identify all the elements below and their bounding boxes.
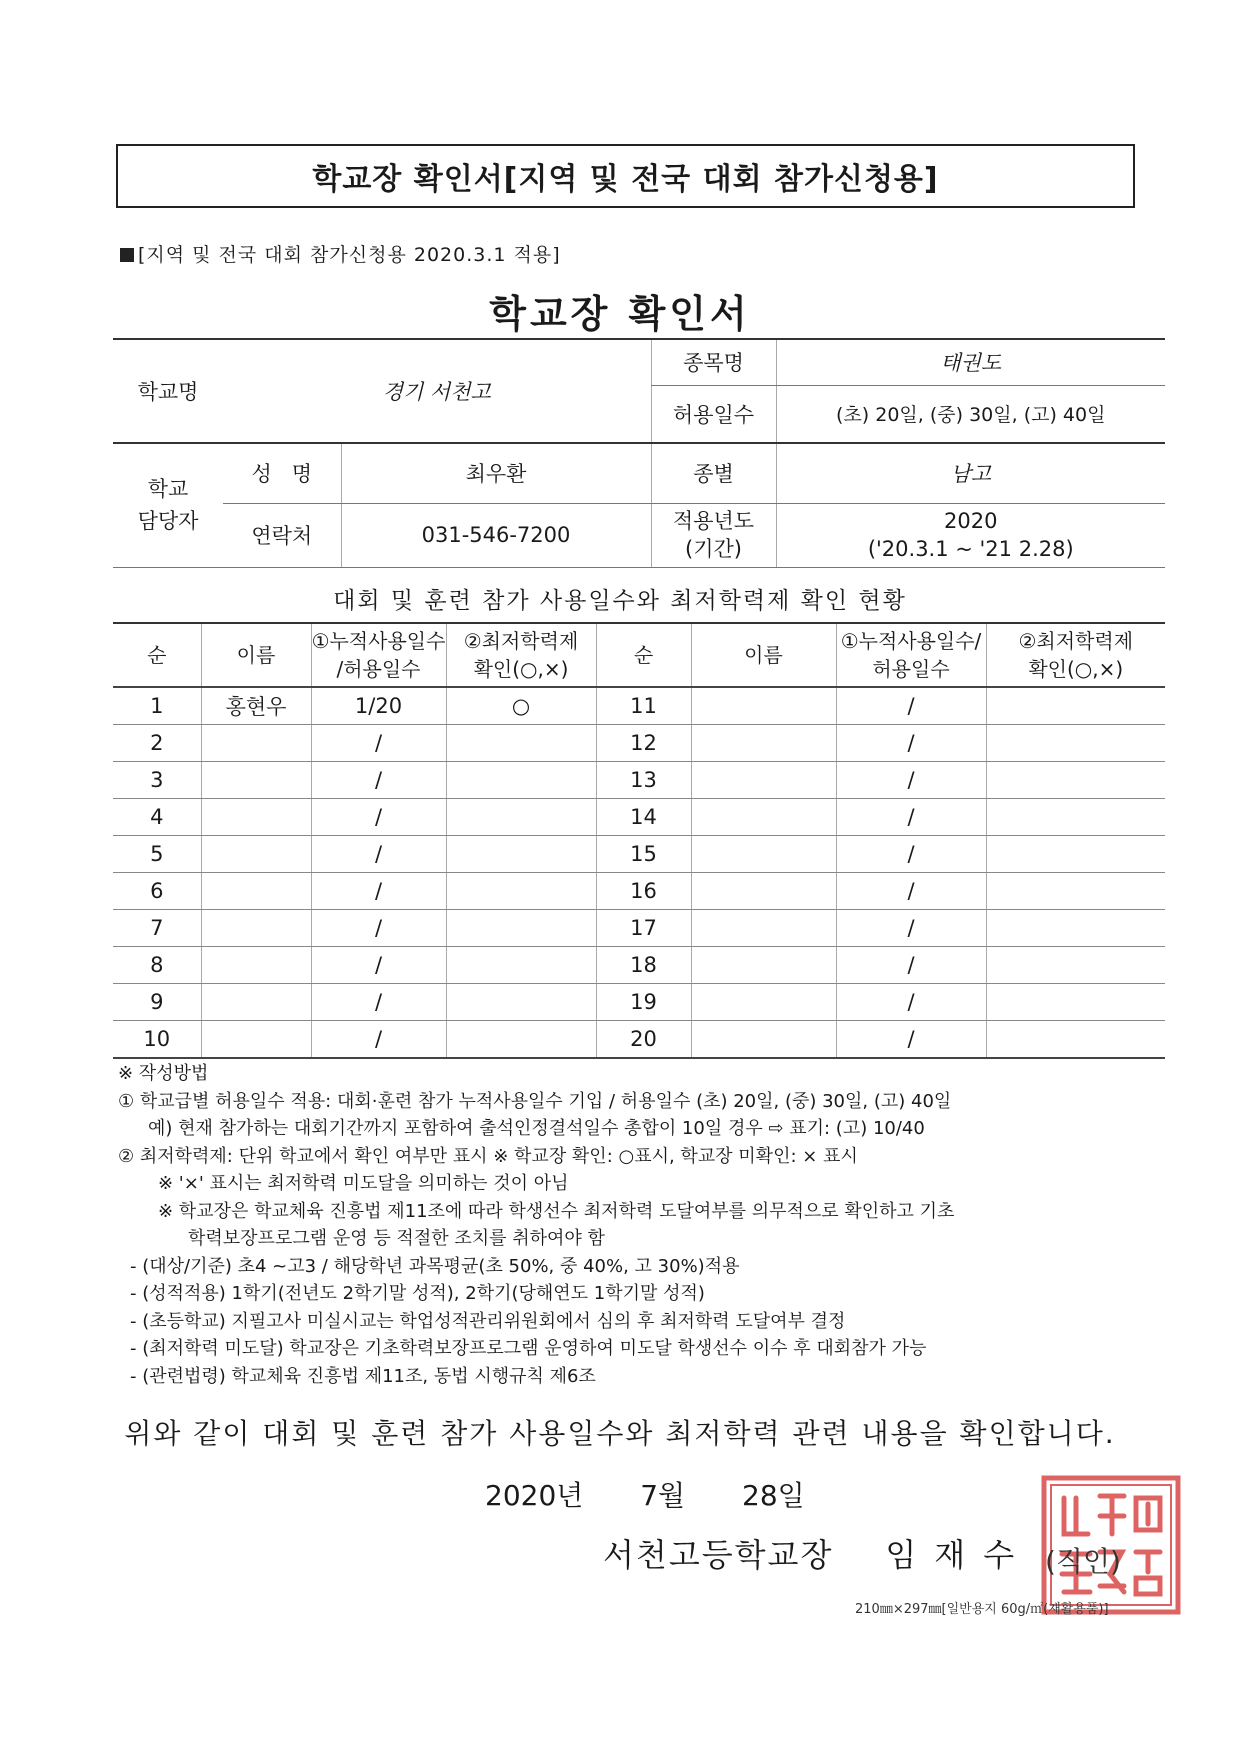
row-days-left: 1/20 — [311, 687, 446, 725]
row-min-left — [446, 984, 596, 1021]
year-value — [776, 503, 1165, 567]
school-name-label: 학교명 — [113, 339, 223, 443]
table-row — [113, 687, 1165, 725]
row-days-right: / — [836, 762, 986, 799]
note-4b: 학력보장프로그램 운영 등 적절한 조치를 취하여야 함 — [188, 1228, 605, 1249]
manager-label — [113, 443, 223, 567]
row-days-right: / — [836, 984, 986, 1021]
row-name-right — [691, 873, 836, 910]
row-min-right — [986, 799, 1165, 836]
row-no-right: 20 — [596, 1021, 691, 1059]
header-no-left: 순 — [113, 623, 201, 687]
row-name-right — [691, 799, 836, 836]
row-days-right: / — [836, 873, 986, 910]
row-name-left — [201, 725, 311, 762]
header-min-right-line2: 확인(○,×) — [1028, 657, 1124, 681]
row-min-right — [986, 836, 1165, 873]
header-box-title: 학교장 확인서[지역 및 전국 대회 참가신청용] — [116, 144, 1135, 208]
row-no-left: 8 — [113, 947, 201, 984]
row-name-right — [691, 947, 836, 984]
row-days-left: / — [311, 873, 446, 910]
year-label-line1: 적용년도 — [672, 509, 755, 533]
allowed-days-value: (초) 20일, (중) 30일, (고) 40일 — [776, 385, 1165, 443]
row-name-right — [691, 1021, 836, 1059]
header-no-right: 순 — [596, 623, 691, 687]
row-min-left — [446, 1021, 596, 1059]
note-4a: ※ 학교장은 학교체육 진흥법 제11조에 따라 학생선수 최저학력 도달여부를 의무적으로 확인하고 기초 — [158, 1200, 955, 1222]
row-min-left — [446, 762, 596, 799]
row-days-left: / — [311, 799, 446, 836]
row-name-left — [201, 910, 311, 947]
row-name-right — [691, 836, 836, 873]
subtitle — [120, 240, 561, 267]
row-no-right: 12 — [596, 725, 691, 762]
row-no-left: 5 — [113, 836, 201, 873]
row-name-right — [691, 762, 836, 799]
row-min-right — [986, 687, 1165, 725]
name-label: 성 명 — [223, 443, 341, 503]
row-days-right: / — [836, 1021, 986, 1059]
row-name-right — [691, 984, 836, 1021]
row-name-left — [201, 762, 311, 799]
sport-label: 종목명 — [651, 339, 776, 385]
date-day: 28일 — [742, 1479, 805, 1512]
category-label: 종별 — [651, 443, 776, 503]
row-days-right: / — [836, 947, 986, 984]
table-row — [113, 799, 1165, 836]
header-name-left: 이름 — [201, 623, 311, 687]
row-days-left: / — [311, 984, 446, 1021]
header-days-right — [836, 623, 986, 687]
row-days-right: / — [836, 799, 986, 836]
paper-spec-footer: 210㎜×297㎜[일반용지 60g/㎡(재활용품)] — [855, 1602, 1109, 1617]
row-no-left: 9 — [113, 984, 201, 1021]
manager-label-line2: 담당자 — [137, 509, 199, 534]
row-min-left — [446, 799, 596, 836]
row-min-right — [986, 725, 1165, 762]
row-min-left: ○ — [446, 687, 596, 725]
row-no-right: 18 — [596, 947, 691, 984]
signer-title: 서천고등학교장 — [603, 1536, 834, 1574]
row-min-right — [986, 1021, 1165, 1059]
row-min-right — [986, 910, 1165, 947]
row-days-right: / — [836, 687, 986, 725]
note-dash-4: - (최저학력 미도달) 학교장은 기초학력보장프로그램 운영하여 미도달 학생선수 이수 후 대회참가 가능 — [130, 1338, 927, 1359]
table-row — [113, 984, 1165, 1021]
table-row — [113, 1021, 1165, 1059]
row-no-right: 19 — [596, 984, 691, 1021]
note-dash-3: - (초등학교) 지필고사 미실시교는 학업성적관리위원회에서 심의 후 최저학력 도달여부 결정 — [130, 1310, 846, 1332]
row-min-left — [446, 947, 596, 984]
athlete-table — [113, 622, 1165, 1059]
row-name-left — [201, 984, 311, 1021]
row-min-left — [446, 873, 596, 910]
header-days-left — [311, 623, 446, 687]
header-name-right: 이름 — [691, 623, 836, 687]
confirmation-statement: 위와 같이 대회 및 훈련 참가 사용일수와 최저학력 관련 내용을 확인합니다. — [124, 1417, 1116, 1450]
row-no-left: 6 — [113, 873, 201, 910]
manager-name-value: 최우환 — [341, 443, 651, 503]
row-no-right: 14 — [596, 799, 691, 836]
table-row — [113, 947, 1165, 984]
note-1b: 예) 현재 참가하는 대회기간까지 포함하여 출석인정결석일수 총합이 10일 경우 ⇨ 표기: (고) 10/40 — [148, 1118, 925, 1139]
row-days-right: / — [836, 836, 986, 873]
square-bullet-icon — [120, 248, 134, 262]
header-days-right-line1: ①누적사용일수/ — [840, 629, 982, 653]
note-2: ② 최저학력제: 단위 학교에서 확인 여부만 표시 ※ 학교장 확인: ○표시, 학교장 미확인: × 표시 — [118, 1145, 858, 1167]
note-3: ※ '×' 표시는 최저학력 미도달을 의미하는 것이 아님 — [158, 1173, 569, 1194]
row-name-right — [691, 910, 836, 947]
header-days-left-line2: /허용일수 — [336, 657, 421, 681]
header-min-right-line1: ②최저학력제 — [1018, 629, 1134, 653]
table-row — [113, 873, 1165, 910]
header-min-left — [446, 623, 596, 687]
row-no-left: 1 — [113, 687, 201, 725]
section-title: 대회 및 훈련 참가 사용일수와 최저학력제 확인 현황 — [333, 588, 907, 614]
table-row — [113, 762, 1165, 799]
athlete-table-header — [113, 623, 1165, 687]
manager-label-line1: 학교 — [147, 477, 189, 502]
row-days-left: / — [311, 762, 446, 799]
document-title: 학교장 확인서 — [489, 292, 751, 336]
row-no-left: 7 — [113, 910, 201, 947]
row-days-left: / — [311, 1021, 446, 1059]
row-min-right — [986, 762, 1165, 799]
row-min-left — [446, 910, 596, 947]
row-days-left: / — [311, 836, 446, 873]
contact-label: 연락처 — [223, 503, 341, 567]
row-no-left: 2 — [113, 725, 201, 762]
issue-date — [485, 1474, 853, 1514]
row-min-right — [986, 873, 1165, 910]
notes-heading: ※ 작성방법 — [118, 1063, 209, 1084]
row-name-left — [201, 947, 311, 984]
school-name-value: 경기 서천고 — [223, 339, 651, 443]
row-name-left — [201, 836, 311, 873]
allowed-days-label: 허용일수 — [651, 385, 776, 443]
note-dash-5: - (관련법령) 학교체육 진흥법 제11조, 동법 시행규칙 제6조 — [130, 1365, 596, 1387]
row-min-left — [446, 725, 596, 762]
row-days-right: / — [836, 910, 986, 947]
table-row — [113, 725, 1165, 762]
signer — [603, 1530, 1032, 1576]
row-min-right — [986, 947, 1165, 984]
row-name-left — [201, 1021, 311, 1059]
category-value: 남고 — [776, 443, 1165, 503]
row-no-right: 11 — [596, 687, 691, 725]
signer-name: 임재수 — [885, 1536, 1033, 1574]
header-min-left-line1: ②최저학력제 — [463, 629, 579, 653]
row-no-left: 10 — [113, 1021, 201, 1059]
header-min-left-line2: 확인(○,×) — [473, 657, 569, 681]
row-name-left — [201, 873, 311, 910]
row-name-right — [691, 725, 836, 762]
sport-value: 태권도 — [776, 339, 1165, 385]
seal-note: (직인) — [1045, 1545, 1121, 1578]
row-days-left: / — [311, 947, 446, 984]
row-days-left: / — [311, 725, 446, 762]
note-1a: ① 학교급별 허용일수 적용: 대회·훈련 참가 누적사용일수 기입 / 허용일수 (초) 20일, (중) 30일, (고) 40일 — [118, 1090, 952, 1112]
date-month: 7월 — [640, 1479, 686, 1512]
instructions — [118, 1060, 1158, 1390]
note-dash-1: - (대상/기준) 초4 ~고3 / 해당학년 과목평균(초 50%, 중 40%, 고 30%)적용 — [130, 1255, 740, 1277]
row-no-left: 3 — [113, 762, 201, 799]
row-min-right — [986, 984, 1165, 1021]
date-year: 2020년 — [485, 1479, 584, 1512]
row-no-left: 4 — [113, 799, 201, 836]
row-no-right: 17 — [596, 910, 691, 947]
row-min-left — [446, 836, 596, 873]
year-label — [651, 503, 776, 567]
row-name-left — [201, 799, 311, 836]
header-min-right — [986, 623, 1165, 687]
year-label-line2: (기간) — [685, 537, 742, 561]
table-row — [113, 836, 1165, 873]
row-name-left: 홍현우 — [201, 687, 311, 725]
subtitle-text: [지역 및 전국 대회 참가신청용 2020.3.1 적용] — [138, 244, 561, 266]
header-days-right-line2: 허용일수 — [872, 657, 950, 681]
row-no-right: 16 — [596, 873, 691, 910]
row-days-left: / — [311, 910, 446, 947]
row-no-right: 13 — [596, 762, 691, 799]
row-days-right: / — [836, 725, 986, 762]
table-row — [113, 910, 1165, 947]
school-info-table — [113, 338, 1165, 568]
row-no-right: 15 — [596, 836, 691, 873]
year-value-line2: ('20.3.1 ~ '21 2.28) — [867, 537, 1074, 561]
year-value-line1: 2020 — [944, 509, 998, 533]
contact-value: 031-546-7200 — [341, 503, 651, 567]
row-name-right — [691, 687, 836, 725]
note-dash-2: - (성적적용) 1학기(전년도 2학기말 성적), 2학기(당해연도 1학기말 성적) — [130, 1283, 705, 1304]
header-days-left-line1: ①누적사용일수 — [311, 629, 446, 653]
